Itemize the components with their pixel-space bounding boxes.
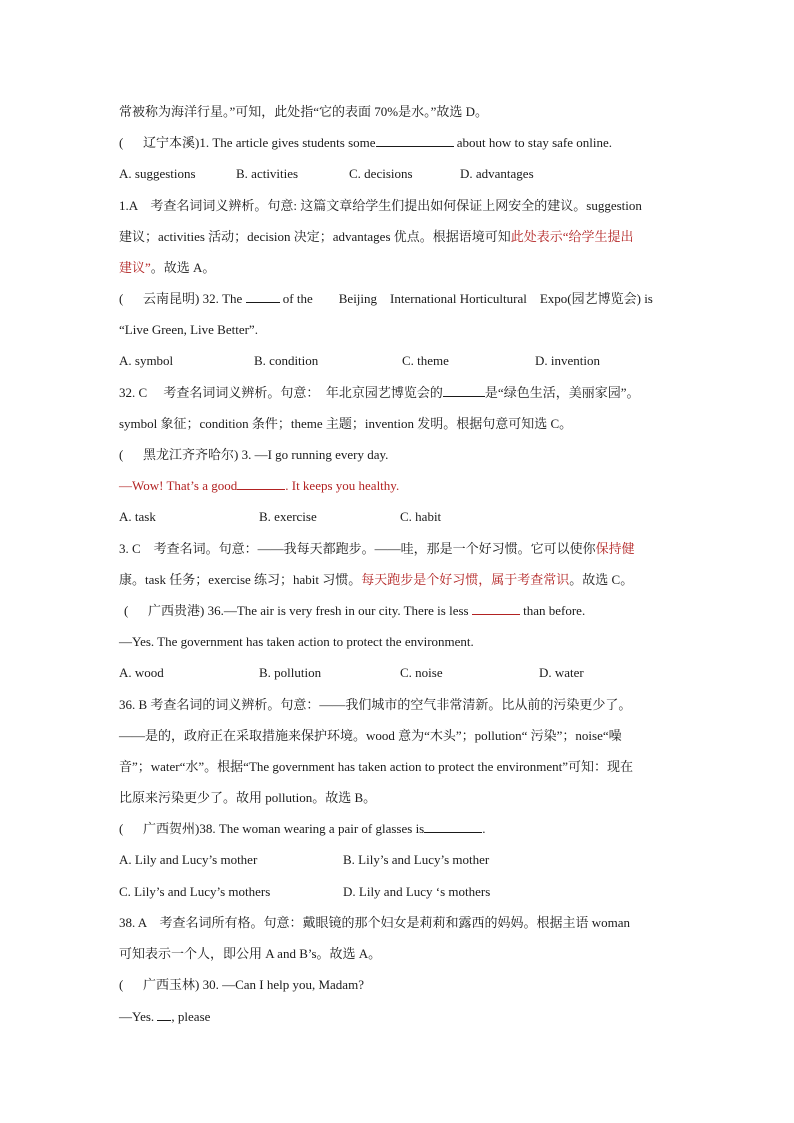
answer-paren: ( xyxy=(119,447,124,462)
answer-1-line: 建议”。故选 A。 xyxy=(119,260,216,275)
question-3: ( 黑龙江齐齐哈尔) 3. —I go running every day. xyxy=(119,447,389,462)
answer-38-line: 可知表示一个人，即公用 A and B’s。故选 A。 xyxy=(119,946,382,961)
option-d: D. advantages xyxy=(460,166,534,181)
option-b: B. pollution xyxy=(259,665,322,680)
question-36: ( 广西贵港) 36.—The air is very fresh in our city. There is less than before. xyxy=(124,603,586,618)
answer-36-line: 音”；water“水”。根据“The government has taken action to protect the environment”可知：现在 xyxy=(119,759,634,774)
answer-1-line: 1.A 考查名词词义辨析。句意: 这篇文章给学生们提出如何保证上网安全的建议。suggestion xyxy=(119,198,642,213)
answer-1-line: 建议；activities 活动；decision 决定；advantages 优点。根据语境可知此处表示“给学生提出 xyxy=(119,229,634,244)
answer-blank xyxy=(237,477,285,490)
question-36-line: —Yes. The government has taken action to protect the environment. xyxy=(119,634,474,649)
option-c: C. decisions xyxy=(349,166,413,181)
answer-38-line: 38. A 考查名词所有格。句意：戴眼镜的那个妇女是莉莉和露西的妈妈。根据主语 woman xyxy=(119,915,630,930)
answer-paren: ( xyxy=(124,603,129,618)
question-1: ( 辽宁本溪)1. The article gives students some about how to stay safe online. xyxy=(119,135,613,150)
answer-3-line: 康。task 任务；exercise 练习；habit 习惯。每天跑步是个好习惯，属于考查常识。故选 C。 xyxy=(119,572,634,587)
answer-blank xyxy=(424,820,482,833)
question-30-line: —Yes. , please xyxy=(119,1009,211,1024)
highlight-text: 保持健 xyxy=(595,541,635,556)
option-c: C. noise xyxy=(400,665,443,680)
option-c: C. theme xyxy=(402,353,449,368)
question-38: ( 广西贺州)38. The woman wearing a pair of glasses is . xyxy=(119,821,486,836)
answer-36-line: 36. B 考查名词的词义辨析。句意：——我们城市的空气非常清新。比从前的污染更少了。 xyxy=(119,697,632,712)
answer-36-line: ——是的，政府正在采取措施来保护环境。wood 意为“木头”；pollution“ 污染”；noise“噪 xyxy=(119,728,622,743)
answer-paren: ( xyxy=(119,135,124,150)
question-30: ( 广西玉林) 30. —Can I help you, Madam? xyxy=(119,977,364,992)
option-b: B. condition xyxy=(254,353,319,368)
option-c: C. habit xyxy=(400,509,442,524)
answer-blank xyxy=(246,290,280,303)
answer-paren: ( xyxy=(119,291,124,306)
option-a: A. task xyxy=(119,509,156,524)
answer-blank xyxy=(472,602,520,615)
answer-3-line: 3. C 考查名词。句意：——我每天都跑步。——哇，那是一个好习惯。它可以使你保持健 xyxy=(119,541,635,556)
highlight-text: 此处表示“给学生提出 xyxy=(510,229,634,244)
option-a: A. wood xyxy=(119,665,164,680)
option-c: C. Lily’s and Lucy’s mothers xyxy=(119,884,271,899)
answer-paren: ( xyxy=(119,977,124,992)
option-d: D. invention xyxy=(535,353,600,368)
answer-paren: ( xyxy=(119,821,124,836)
answer-blank xyxy=(157,1008,171,1021)
answer-blank xyxy=(443,384,485,397)
option-d: D. water xyxy=(539,665,584,680)
answer-32-line: symbol 象征；condition 条件；theme 主题；invention 发明。根据句意可知选 C。 xyxy=(119,416,573,431)
answer-blank xyxy=(376,134,454,147)
option-b: B. Lily’s and Lucy’s mother xyxy=(343,852,490,867)
question-32-line: “Live Green, Live Better”. xyxy=(119,322,258,337)
question-3-line: —Wow! That’s a good . It keeps you healthy. xyxy=(119,478,400,493)
option-d: D. Lily and Lucy ‘s mothers xyxy=(343,884,491,899)
option-b: B. activities xyxy=(236,166,299,181)
text-line: 常被称为海洋行星。”可知，此处指“它的表面 70%是水。”故选 D。 xyxy=(119,104,489,119)
option-a: A. Lily and Lucy’s mother xyxy=(119,852,258,867)
option-a: A. symbol xyxy=(119,353,174,368)
question-32: ( 云南昆明) 32. The of the Beijing International Horticultural Expo(园艺博览会) is xyxy=(119,291,653,306)
answer-32-line: 32. C 考查名词词义辨析。句意： 年北京园艺博览会的 是“绿色生活，美丽家园”。 xyxy=(119,385,640,400)
option-a: A. suggestions xyxy=(119,166,196,181)
highlight-text: 建议” xyxy=(119,260,151,275)
option-b: B. exercise xyxy=(259,509,317,524)
answer-36-line: 比原来污染更少了。故用 pollution。故选 B。 xyxy=(119,790,377,805)
highlight-text: 每天跑步是个好习惯，属于考查常识 xyxy=(361,572,570,587)
